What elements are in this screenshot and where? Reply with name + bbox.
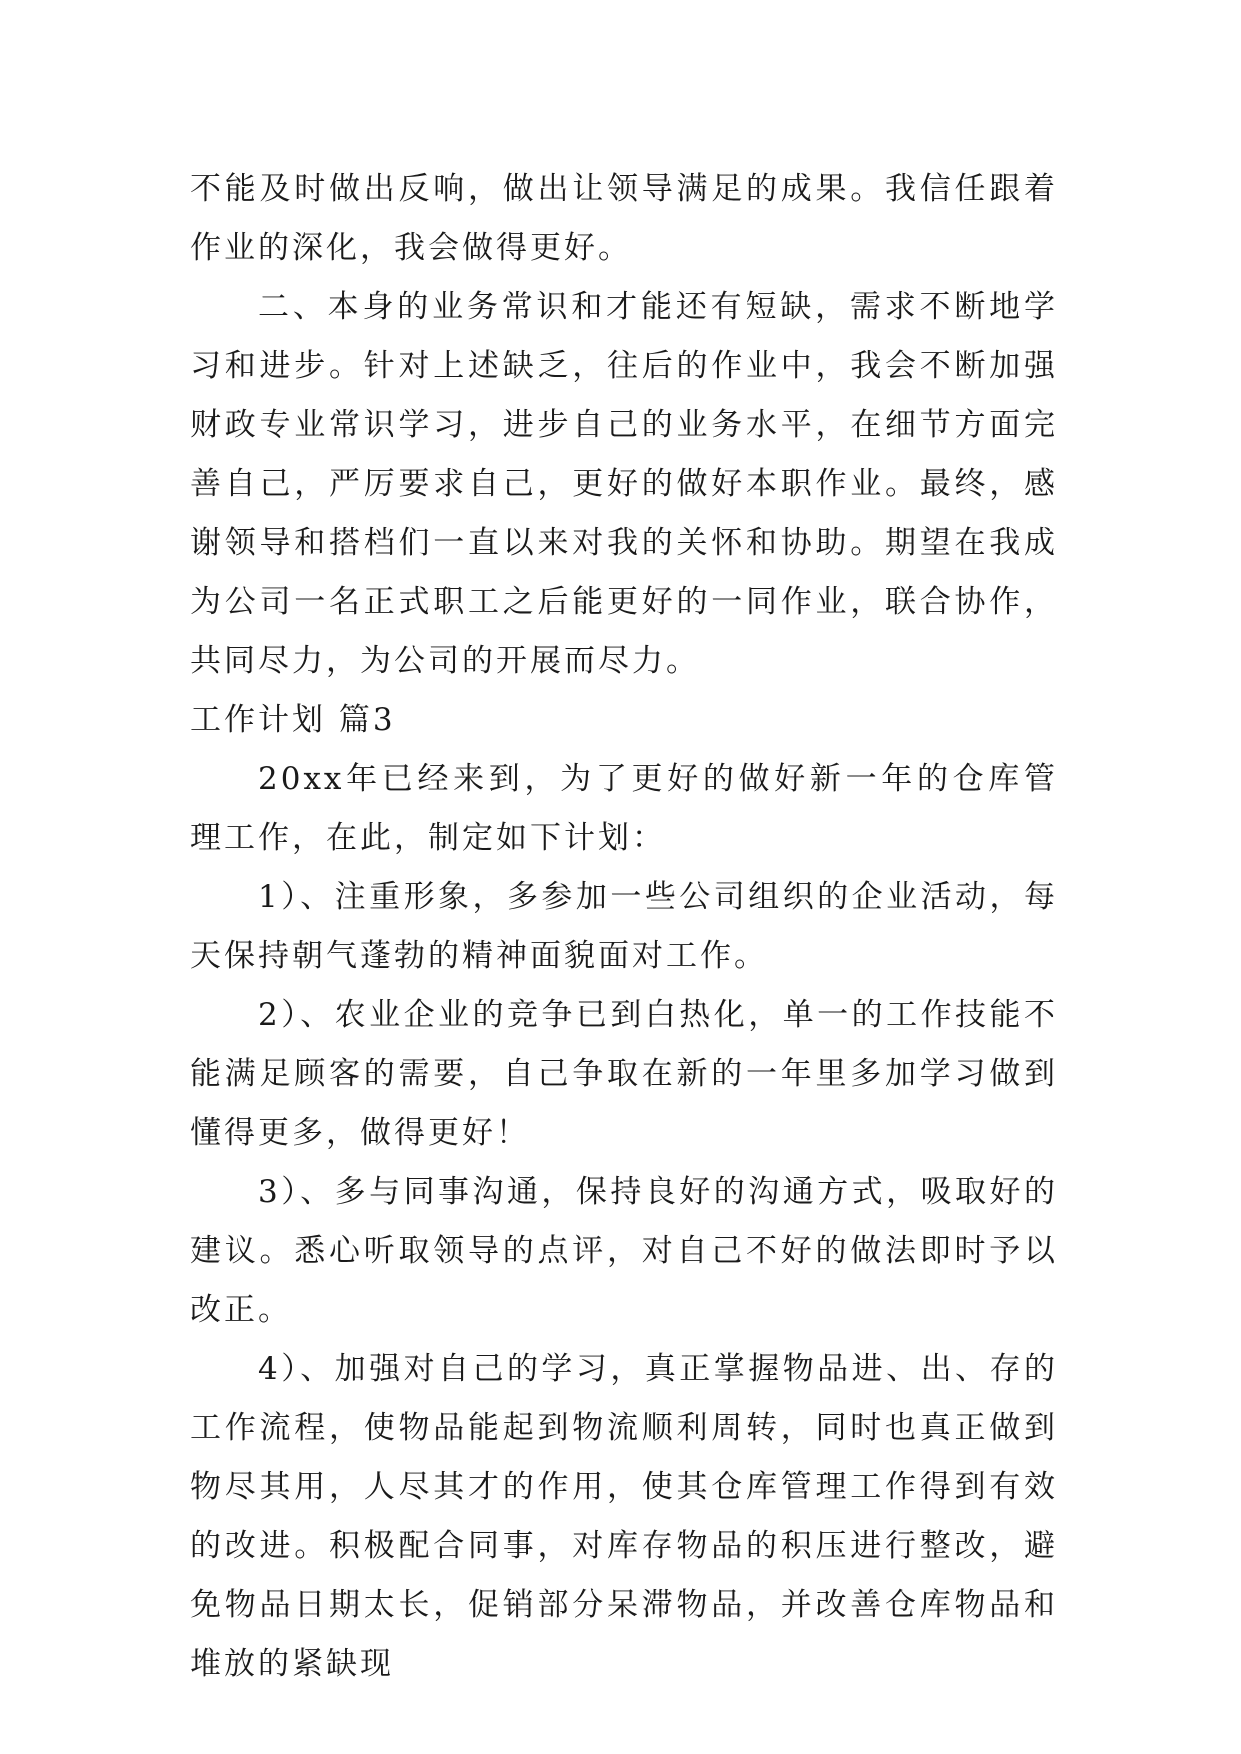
paragraph-intro: 20xx年已经来到，为了更好的做好新一年的仓库管理工作，在此，制定如下计划： <box>190 761 1058 856</box>
paragraph-item-3: 3）、多与同事沟通，保持良好的沟通方式，吸取好的建议。悉心听取领导的点评，对自己不好的做法即时予以改正。 <box>190 1174 1058 1328</box>
paragraph-point-two: 二、本身的业务常识和才能还有短缺，需求不断地学习和进步。针对上述缺乏，往后的作业中，我会不断加强财政专业常识学习，进步自己的业务水平，在细节方面完善自己，严厉要求自己，更好的做好本职作业。最终，感谢领导和搭档们一直以来对我的关怀和协助。期望在我成为公司一名正式职工之后能更好的一同作业，联合协作，共同尽力，为公司的开展而尽力。 <box>190 289 1058 679</box>
paragraph-continuation: 不能及时做出反响，做出让领导满足的成果。我信任跟着作业的深化，我会做得更好。 <box>190 171 1058 266</box>
document-body <box>190 160 1058 1694</box>
paragraph-item-2: 2）、农业企业的竞争已到白热化，单一的工作技能不能满足顾客的需要，自己争取在新的一年里多加学习做到懂得更多，做得更好！ <box>190 997 1058 1151</box>
paragraph-item-4: 4）、加强对自己的学习，真正掌握物品进、出、存的工作流程，使物品能起到物流顺利周转，同时也真正做到物尽其用，人尽其才的作用，使其仓库管理工作得到有效的改进。积极配合同事，对库存物品的积压进行整改，避免物品日期太长，促销部分呆滞物品，并改善仓库物品和堆放的紧缺现 <box>190 1351 1058 1682</box>
section-heading: 工作计划 篇3 <box>190 702 396 738</box>
paragraph-item-1: 1）、注重形象，多参加一些公司组织的企业活动，每天保持朝气蓬勃的精神面貌面对工作。 <box>190 879 1058 974</box>
